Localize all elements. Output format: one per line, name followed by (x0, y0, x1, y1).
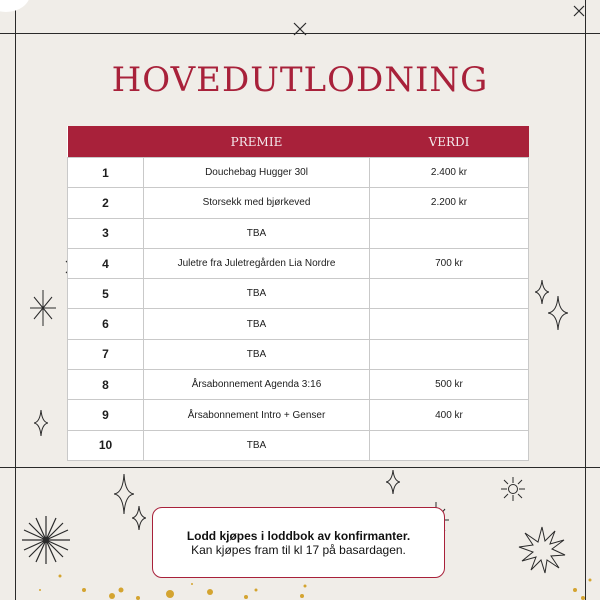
row-prize: Årsabonnement Intro + Genser (144, 400, 370, 430)
sun-icon (500, 476, 526, 502)
table-row (68, 370, 529, 400)
header-prize: PREMIE (144, 126, 370, 158)
row-prize: TBA (144, 430, 370, 460)
row-value: 400 kr (370, 400, 529, 430)
prize-table (67, 126, 529, 461)
row-prize: TBA (144, 339, 370, 369)
row-number: 10 (68, 430, 144, 460)
table-row (68, 248, 529, 278)
info-line-1: Lodd kjøpes i loddbok av konfirmanter. (186, 528, 411, 543)
cross-icon (572, 4, 586, 18)
table-row (68, 400, 529, 430)
row-value (370, 339, 529, 369)
corner-circle-decoration (0, 0, 30, 12)
row-number: 9 (68, 400, 144, 430)
sparkle-icon (114, 474, 134, 514)
row-value: 2.200 kr (370, 188, 529, 218)
sparkle-icon (548, 296, 568, 330)
row-value (370, 279, 529, 309)
row-number: 8 (68, 370, 144, 400)
sparkle-icon (535, 280, 549, 304)
sparkle-icon (28, 288, 58, 328)
row-number: 2 (68, 188, 144, 218)
row-value (370, 218, 529, 248)
row-value (370, 309, 529, 339)
header-value: VERDI (370, 126, 529, 158)
sparkle-icon (34, 410, 48, 436)
row-number: 5 (68, 279, 144, 309)
header-number (68, 126, 144, 158)
row-value (370, 430, 529, 460)
table-row (68, 339, 529, 369)
table-row (68, 158, 529, 188)
row-prize: Årsabonnement Agenda 3:16 (144, 370, 370, 400)
row-value: 500 kr (370, 370, 529, 400)
row-prize: TBA (144, 218, 370, 248)
row-number: 1 (68, 158, 144, 188)
row-prize: TBA (144, 279, 370, 309)
row-value: 700 kr (370, 248, 529, 278)
info-line-2: Kan kjøpes fram til kl 17 på basardagen. (191, 542, 406, 557)
table-row (68, 430, 529, 460)
frame-line-bottom (0, 467, 600, 468)
table-row (68, 218, 529, 248)
row-number: 4 (68, 248, 144, 278)
cross-icon (291, 20, 309, 38)
page-title: HOVEDUTLODNING (111, 60, 489, 100)
table-header-row (68, 126, 529, 158)
table-row (68, 309, 529, 339)
row-prize: Juletre fra Juletregården Lia Nordre (144, 248, 370, 278)
row-value: 2.400 kr (370, 158, 529, 188)
row-prize: Storsekk med bjørkeved (144, 188, 370, 218)
table-row (68, 188, 529, 218)
info-box (152, 507, 445, 578)
row-prize: Douchebag Hugger 30l (144, 158, 370, 188)
row-number: 3 (68, 218, 144, 248)
row-number: 6 (68, 309, 144, 339)
table-row (68, 279, 529, 309)
row-prize: TBA (144, 309, 370, 339)
row-number: 7 (68, 339, 144, 369)
sparkle-icon (132, 506, 146, 530)
sparkle-icon (386, 470, 400, 494)
